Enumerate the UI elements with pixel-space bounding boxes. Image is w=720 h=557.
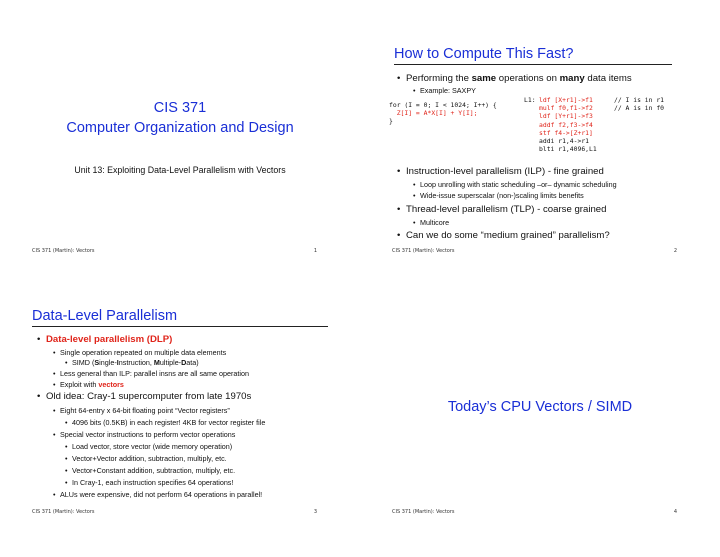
sub-special-instructions: • Special vector instructions to perform vector operations (60, 430, 235, 440)
sub-simd: • SIMD (Single-Instruction, Multiple-Data) (72, 358, 199, 368)
page-number: 4 (673, 509, 677, 515)
sub-load-store: • Load vector, store vector (wide memory operation) (72, 442, 232, 452)
asm-line: addi r1,4->r1 (539, 137, 590, 146)
c-code-line-2: Z[I] = A*X[I] + Y[I]; (389, 109, 478, 117)
title-rule (394, 64, 672, 65)
sub-vector-registers: • Eight 64-entry x 64-bit floating point “Vector registers” (60, 406, 230, 416)
slide-title: How to Compute This Fast? (394, 46, 574, 62)
c-code-line-3: } (389, 117, 393, 125)
footer (32, 509, 317, 515)
sub-vector-constant: • Vector+Constant addition, subtraction, multiply, etc. (72, 466, 235, 476)
footer-label: CIS 371 (Martin): Vectors (32, 248, 95, 254)
sub-single-op: • Single operation repeated on multiple data elements (60, 348, 226, 358)
page-number: 2 (673, 248, 677, 254)
asm-line: stf f4->[Z+r1] (539, 128, 593, 137)
bullet-tlp: • Thread-level parallelism (TLP) - coarse grained (406, 204, 606, 216)
sub-saxpy: • Example: SAXPY (420, 86, 476, 96)
footer (392, 248, 677, 254)
bullet-same-ops: • Performing the same operations on many data items (406, 73, 632, 85)
asm-comment-1: // I is in r1 (614, 96, 665, 104)
footer-label: CIS 371 (Martin): Vectors (392, 509, 455, 515)
unit-title: Unit 13: Exploiting Data-Level Parallelism with Vectors (74, 165, 286, 175)
bullet-medium-grained: • Can we do some “medium grained” parallelism? (406, 230, 610, 242)
slide-1 (0, 0, 360, 278)
title-rule (32, 326, 328, 327)
sub-multicore: • Multicore (420, 218, 449, 228)
slide-2 (360, 0, 720, 278)
footer-label: CIS 371 (Martin): Vectors (392, 248, 455, 254)
footer (32, 248, 317, 254)
slide-3 (0, 278, 360, 556)
sub-wide-issue: • Wide-issue superscalar (non-)scaling limits benefits (420, 191, 584, 201)
asm-comment-2: // A is in f0 (614, 104, 665, 112)
sub-less-general: • Less general than ILP: parallel insns are all same operation (60, 369, 249, 379)
sub-loop-unrolling: • Loop unrolling with static scheduling –or– dynamic scheduling (420, 180, 617, 190)
c-code-line-1: for (I = 0; I < 1024; I++) { (389, 101, 497, 109)
page-number: 1 (313, 248, 317, 254)
sub-alus-expensive: • ALUs were expensive, did not perform 64 operations in parallel! (60, 490, 262, 500)
slide-title: Today’s CPU Vectors / SIMD (447, 399, 633, 415)
asm-line: blti r1,4096,L1 (539, 145, 597, 154)
asm-line: ldf [X+r1]->f1 (539, 96, 593, 104)
bullet-cray: • Old idea: Cray-1 supercomputer from late 1970s (46, 391, 251, 403)
course-title: Computer Organization and Design (66, 120, 294, 136)
asm-line: mulf f0,f1->f2 (539, 104, 593, 113)
slide-title: Data-Level Parallelism (32, 308, 178, 324)
sub-4096-bits: • 4096 bits (0.5KB) in each register! 4KB for vector register file (72, 418, 265, 428)
asm-line: ldf [Y+r1]->f3 (539, 112, 593, 121)
page-number: 3 (313, 509, 317, 515)
asm-label: L1: (524, 96, 536, 104)
footer (392, 509, 677, 515)
course-code: CIS 371 (153, 100, 207, 116)
sub-exploit-vectors: • Exploit with vectors (60, 380, 124, 390)
bullet-ilp: • Instruction-level parallelism (ILP) - fine grained (406, 166, 604, 178)
bullet-dlp: • Data-level parallelism (DLP) (46, 334, 172, 346)
sub-vector-vector: • Vector+Vector addition, subtraction, multiply, etc. (72, 454, 227, 464)
sub-cray-64-ops: • In Cray-1, each instruction specifies 64 operations! (72, 478, 233, 488)
asm-block (539, 96, 597, 153)
asm-line: addf f2,f3->f4 (539, 120, 593, 129)
footer-label: CIS 371 (Martin): Vectors (32, 509, 95, 515)
slide-4 (360, 278, 720, 556)
